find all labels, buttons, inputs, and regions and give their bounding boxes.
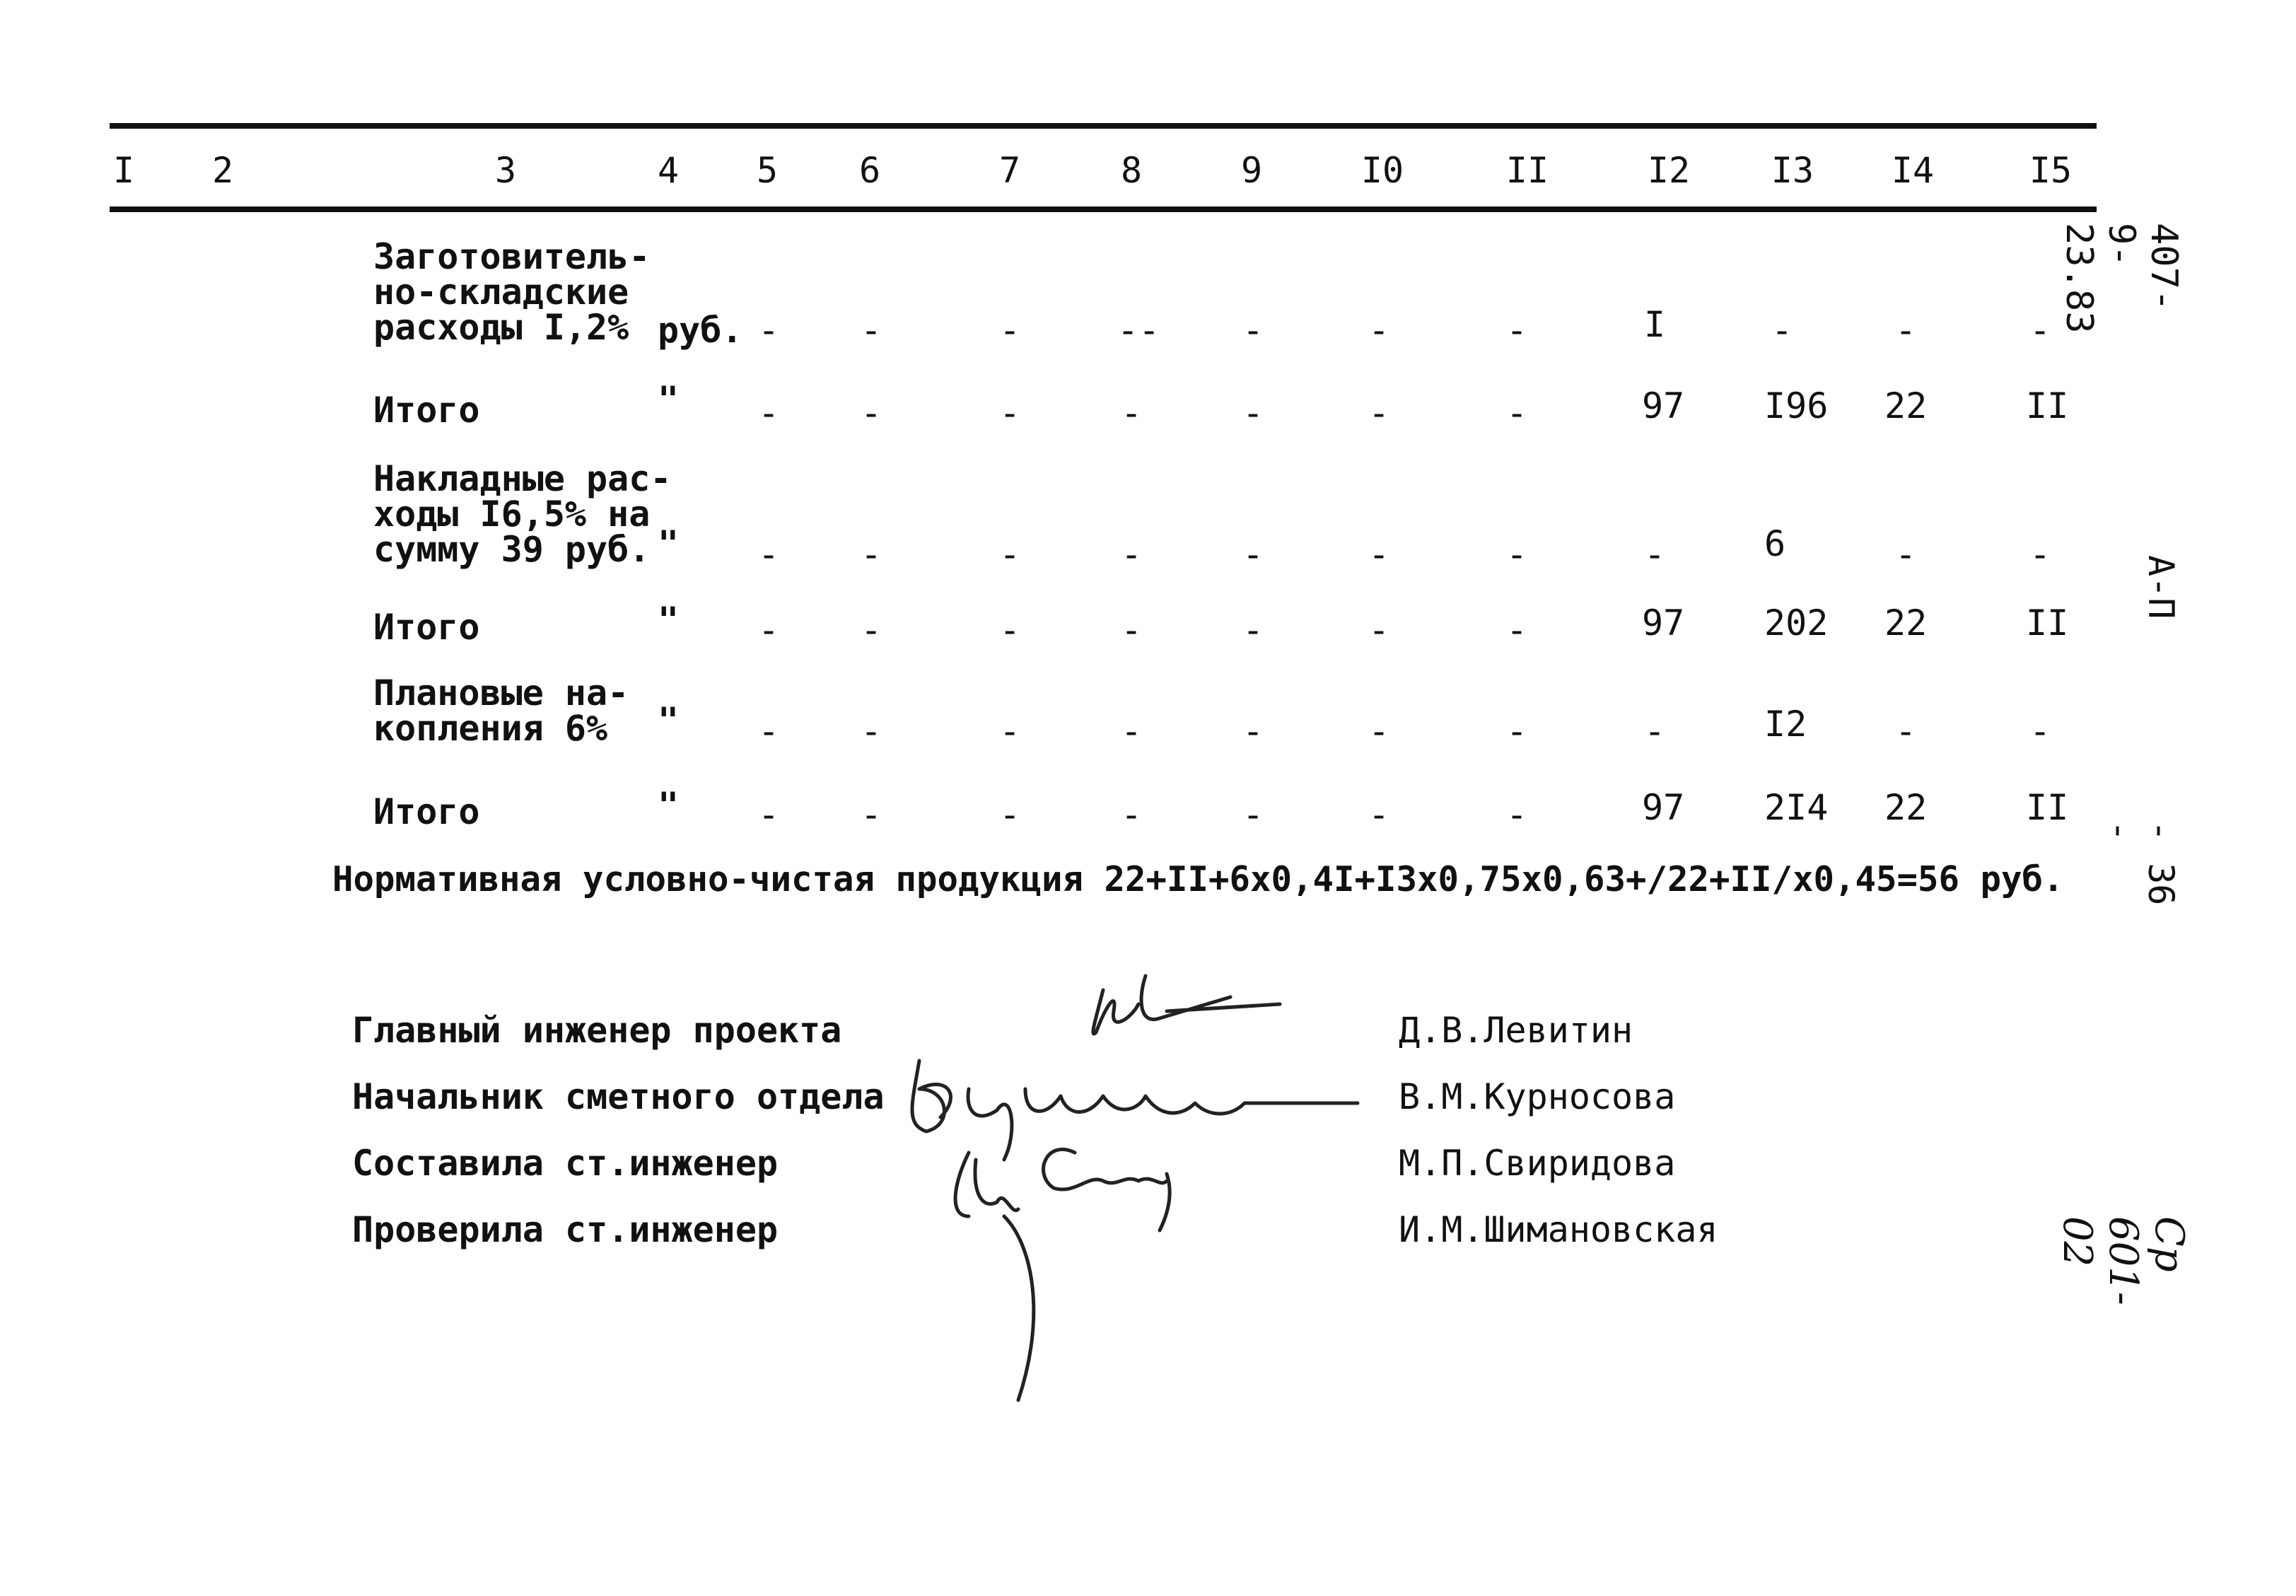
col-header: I3 xyxy=(1771,150,1814,191)
col-header: 8 xyxy=(1120,150,1143,191)
dash-cell: - xyxy=(1121,610,1143,651)
unit-cell: " xyxy=(658,700,680,741)
album-mark: А-П xyxy=(2140,555,2181,619)
dash-cell: - xyxy=(758,392,780,433)
col12-cell: I xyxy=(1644,304,1666,345)
unit-cell: " xyxy=(658,523,680,564)
col13-cell: - xyxy=(1771,310,1793,351)
dash-cell: - xyxy=(861,392,882,433)
col-header: 3 xyxy=(494,150,517,191)
signature-name: Д.В.Левитин xyxy=(1399,1010,1633,1051)
row-label xyxy=(373,236,651,348)
page-number: - 36 - xyxy=(2099,820,2181,906)
dash-cell: - xyxy=(1121,392,1143,433)
row-label xyxy=(373,791,480,832)
row-label-line: Итого xyxy=(373,607,480,648)
col14-cell: - xyxy=(1895,534,1917,575)
document-code: 407-9-23.83 xyxy=(2058,223,2185,334)
col15-cell: - xyxy=(2029,711,2051,752)
signature-name: М.П.Свиридова xyxy=(1399,1143,1676,1184)
col15-cell: II xyxy=(2026,385,2069,426)
dash-cell: - xyxy=(1368,711,1390,752)
col12-cell: 97 xyxy=(1642,385,1685,426)
dash-cell: - xyxy=(999,610,1021,651)
row-label-line: сумму 39 руб. xyxy=(373,529,651,570)
col-header: II xyxy=(1505,150,1549,191)
dash-cell: - xyxy=(1121,534,1143,575)
col-header: I xyxy=(112,150,135,191)
dash-cell: - xyxy=(1506,794,1528,835)
dash-cell: - xyxy=(1242,392,1264,433)
col15-cell: II xyxy=(2026,787,2069,828)
dash-cell: - xyxy=(1506,534,1528,575)
row-label-line: но-складские xyxy=(373,272,629,313)
row-label xyxy=(373,390,480,431)
dash-cell: - xyxy=(758,711,780,752)
top-rule xyxy=(110,123,2097,129)
dash-cell: - xyxy=(1368,310,1390,351)
col14-cell: 22 xyxy=(1884,602,1928,643)
col-header: I2 xyxy=(1647,150,1691,191)
col13-cell: I96 xyxy=(1764,385,1829,426)
col-header: 4 xyxy=(657,150,680,191)
col-header: 7 xyxy=(998,150,1021,191)
row-label xyxy=(373,672,629,749)
unit-cell: руб. xyxy=(658,310,743,351)
dash-cell: -- xyxy=(1117,310,1160,351)
dash-cell: - xyxy=(758,310,780,351)
row-label-line: Накладные рас- xyxy=(373,458,672,499)
col14-cell: 22 xyxy=(1884,385,1928,426)
dash-cell: - xyxy=(1121,711,1143,752)
dash-cell: - xyxy=(861,610,882,651)
header-rule xyxy=(110,206,2097,212)
col12-cell: 97 xyxy=(1642,787,1685,828)
col-header: 9 xyxy=(1240,150,1263,191)
dash-cell: - xyxy=(1121,794,1143,835)
row-label-line: Итого xyxy=(373,791,480,832)
dash-cell: - xyxy=(1242,711,1264,752)
row-label-line: расходы I,2% xyxy=(373,307,629,348)
dash-cell: - xyxy=(1242,310,1264,351)
col-header: I5 xyxy=(2029,150,2073,191)
signature-name: И.М.Шимановская xyxy=(1399,1209,1718,1250)
handwritten-signatures xyxy=(834,948,1400,1407)
col-header: I0 xyxy=(1360,150,1404,191)
col12-cell: 97 xyxy=(1642,602,1685,643)
signature-name: В.М.Курносова xyxy=(1399,1076,1676,1117)
col15-cell: - xyxy=(2029,534,2051,575)
dash-cell: - xyxy=(999,711,1021,752)
col14-cell: 22 xyxy=(1884,787,1928,828)
dash-cell: - xyxy=(758,794,780,835)
row-label-line: ходы I6,5% на xyxy=(373,494,651,535)
row-label-line: Заготовитель- xyxy=(373,236,651,277)
col15-cell: II xyxy=(2026,602,2069,643)
dash-cell: - xyxy=(1368,534,1390,575)
col-header: I4 xyxy=(1891,150,1935,191)
dash-cell: - xyxy=(1506,392,1528,433)
row-label xyxy=(373,607,480,648)
dash-cell: - xyxy=(1506,310,1528,351)
col12-cell: - xyxy=(1644,534,1666,575)
dash-cell: - xyxy=(758,610,780,651)
row-label-line: копления 6% xyxy=(373,708,608,749)
dash-cell: - xyxy=(999,534,1021,575)
dash-cell: - xyxy=(1368,794,1390,835)
signature-role: Проверила ст.инженер xyxy=(352,1209,779,1250)
signature-role: Начальник сметного отдела xyxy=(352,1076,885,1117)
archive-stamp: Ср 601-02 xyxy=(2054,1216,2192,1305)
col-header: 2 xyxy=(211,150,234,191)
col15-cell: - xyxy=(2029,310,2051,351)
unit-cell: " xyxy=(658,379,680,420)
dash-cell: - xyxy=(1368,610,1390,651)
dash-cell: - xyxy=(999,310,1021,351)
signature-role: Главный инженер проекта xyxy=(352,1010,842,1051)
dash-cell: - xyxy=(1242,794,1264,835)
col13-cell: 6 xyxy=(1764,523,1786,564)
col12-cell: - xyxy=(1644,711,1666,752)
dash-cell: - xyxy=(1242,534,1264,575)
row-label-line: Итого xyxy=(373,390,480,431)
row-label-line: Плановые на- xyxy=(373,672,629,713)
col14-cell: - xyxy=(1895,310,1917,351)
dash-cell: - xyxy=(758,534,780,575)
dash-cell: - xyxy=(1368,392,1390,433)
dash-cell: - xyxy=(861,310,882,351)
dash-cell: - xyxy=(861,794,882,835)
col13-cell: 202 xyxy=(1764,602,1829,643)
dash-cell: - xyxy=(1506,711,1528,752)
unit-cell: " xyxy=(658,785,680,826)
col-header: 5 xyxy=(756,150,779,191)
col13-cell: 2I4 xyxy=(1764,787,1829,828)
dash-cell: - xyxy=(1506,610,1528,651)
col14-cell: - xyxy=(1895,711,1917,752)
dash-cell: - xyxy=(999,392,1021,433)
dash-cell: - xyxy=(861,711,882,752)
signature-role: Составила ст.инженер xyxy=(352,1143,779,1184)
dash-cell: - xyxy=(1242,610,1264,651)
row-label xyxy=(373,458,672,570)
col-header: 6 xyxy=(858,150,881,191)
dash-cell: - xyxy=(861,534,882,575)
unit-cell: " xyxy=(658,600,680,641)
col13-cell: I2 xyxy=(1764,704,1807,745)
dash-cell: - xyxy=(999,794,1021,835)
formula-line: Нормативная условно-чистая продукция 22+II+6x0,4I+I3x0,75x0,63+/22+II/x0,45=56 руб. xyxy=(332,859,2064,899)
